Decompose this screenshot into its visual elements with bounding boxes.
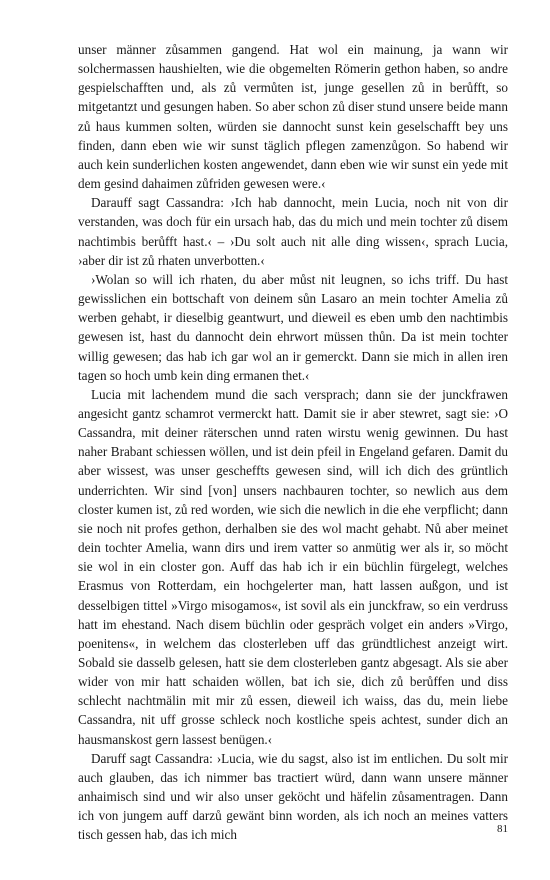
page-number: 81 xyxy=(497,823,508,835)
paragraph: ›Wolan so will ich rhaten, du aber můst nit leugnen, so ichs triff. Du hast gewisslichen ein bottschaft von deinem sůn Lasaro an mein tochter Amelia zů werben gehabt, ir dieselbig geantwurt, und dieweil es eben umb den nachtimbis gewesen ist, hast du dannocht dein ehrwort müssen thůn. Da ist mein tochter willig gewesen; das hab ich gar wol an ir gemerckt. Dann sie mich in allen iren tagen so hoch umb kein ding ermanen thet.‹ xyxy=(78,271,508,383)
paragraph: unser männer zůsammen gangend. Hat wol ein mainung, ja wann wir solchermassen haushielten, wie die obgemelten Römerin gethon haben, so andre gespielschafften und, als zů vermůten ist, junge gesellen zů in berůfft, so mitgetantzt und gesungen haben. So aber schon zů diser stund unsere beide mann zů haus kummen solten, würden sie dannocht sunst kein geselschafft bey uns finden, dann eben wie wir sunst täglich pflegen zamenzůgon. So habend wir auch kein sunderlichen kosten angewendet, dann eben wie wir sunst ein yede mit dem gesind dahaimen zůfriden gewesen were.‹ xyxy=(78,42,508,192)
paragraph: Lucia mit lachendem mund die sach versprach; dann sie der junckfrawen angesicht gantz schamrot vermerckt hatt. Damit sie ir aber stewret, sagt sie: ›O Cassandra, mit deiner räterschen unnd raten wirstu wenig gewinnen. Du hast naher Brabant schiessen wöllen, und ist dein pfeil in Engeland gefaren. Damit du aber wissest, was unser gescheffts gewesen sind, will ich dich des grüntlich underrichten. Wir sind [von] unsers nachbauren tochter, so newlich aus dem closter kumen ist, zů red worden, wie sich die newlich in die ehe verpflicht; dann sie noch nit profes gethon, derhalben sie des wol macht gehabt. Nů aber meinet dein tochter Amelia, wann dirs und irem vatter so anmütig wer als ir, so möcht sie wol in ein closter gon. Auff das hab ich ir ein büchlin fürgelegt, welches Erasmus von Rotterdam, ein hochgelerter man, hatt lassen außgon, und ist desselbigen tittel »Virgo misogamos«, ist sovil als ein junckfraw, so ein verdruss hatt im ehestand. Nach disem büchlin oder gespräch volget ein anders »Virgo, poenitens«, in welchem das closterleben uff das gründtlichest anzeigt wirt. Sobald sie dasselb gelesen, hatt sie dem closterleben gantz abgesagt. Als sie aber wider von mir hatt schaiden wöllen, bat ich sie, dich zů berůffen und diss schlecht nachtmälin mit mir zů essen, dieweil ich waiss, das du, mein liebe Cassandra, nit uff grosse schleck noch kostliche speis achtest, sunder dich an hausmanskost gern lassest benügen.‹ xyxy=(78,386,508,747)
page-body xyxy=(78,40,508,845)
paragraph: Daruff sagt Cassandra: ›Lucia, wie du sagst, also ist im entlichen. Du solt mir auch glauben, das ich nimmer bas tractiert würd, dann wann unsere männer anhaimisch sind und wir also unser geköcht und häfelin zůsamentragen. Dann ich von jungem auff darzů gewänt binn worden, als ich noch an meines vatters tisch gessen hab, das ich mich xyxy=(78,750,508,843)
paragraph: Darauff sagt Cassandra: ›Ich hab dannocht, mein Lucia, noch nit von dir verstanden, was doch für ein ursach hab, das du mich und mein tochter zů disem nachtimbis berůfft hast.‹ – ›Du solt auch nit alle ding wissen‹, sprach Lucia, ›aber dir ist zů rhaten unverbotten.‹ xyxy=(78,195,508,268)
